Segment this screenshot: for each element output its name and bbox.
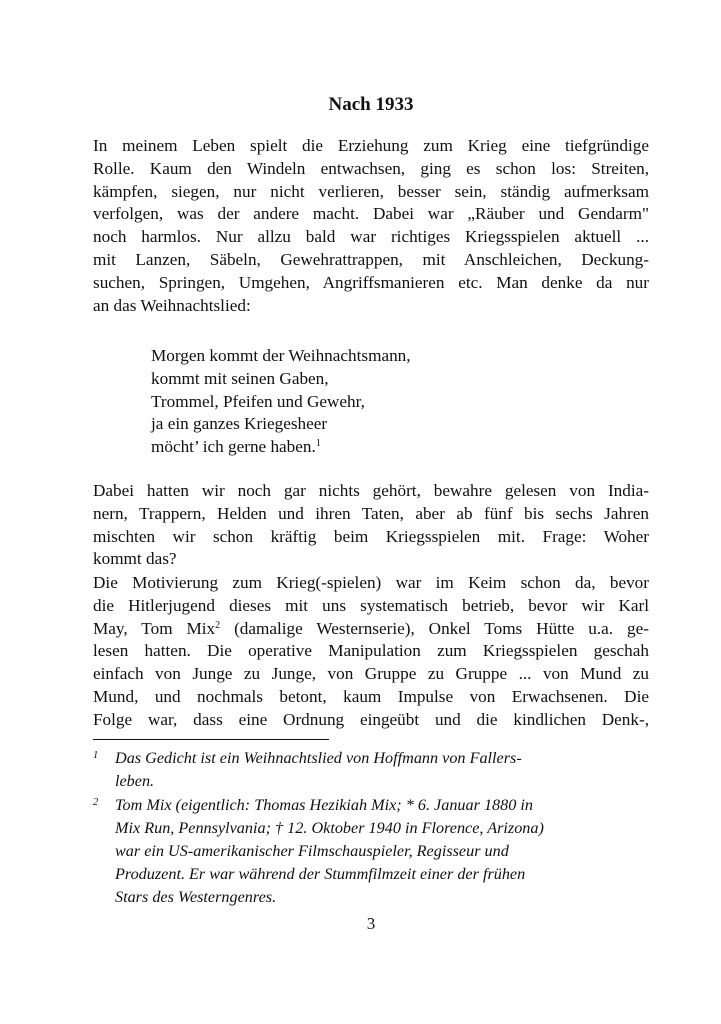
paragraph-2 [93,480,649,571]
text-line: nern, Trappern, Helden und ihren Taten, aber ab fünf bis sechs Jahren [93,503,649,523]
text-line: Rolle. Kaum den Windeln entwachsen, ging es schon los: Streiten, [93,158,649,178]
footnote-line: Das Gedicht ist ein Weihnachtslied von Hoffmann von Fallers- [115,749,522,767]
text-line: lesen hatten. Die operative Manipulation zum Kriegsspielen geschah [93,641,649,661]
text-line: noch harmlos. Nur allzu bald war richtiges Kriegsspielen aktuell ... [93,227,649,247]
text-line: In meinem Leben spielt die Erziehung zum Krieg eine tiefgründige [93,136,649,155]
footnote-ref-2: 2 [215,619,221,631]
text-line: einfach von Junge zu Junge, von Gruppe zu Gruppe ... von Mund zu [93,664,649,684]
footnote-line: Mix Run, Pennsylvania; † 12. Oktober 1940 in Florence, Arizona) [115,819,544,837]
footnote-ref-1: 1 [315,438,321,450]
text-line: Mund, und nochmals betont, kaum Impulse von Erwachsenen. Die [93,686,649,706]
text-line: suchen, Springen, Umgehen, Angriffsmanieren etc. Man denke da nur [93,272,649,292]
text-line: an das Weihnachtslied: [93,295,251,315]
text-line: Die Motivierung zum Krieg(-spielen) war im Keim schon da, bevor [93,573,649,592]
paragraph-1 [93,135,649,317]
text-line: mit Lanzen, Säbeln, Gewehrattrappen, mit Anschleichen, Deckung- [93,249,649,269]
footnote-1 [93,747,649,793]
chapter-title: Nach 1933 [328,94,414,115]
poem-line: Morgen kommt der Weihnachtsmann, [151,346,411,365]
page-number: 3 [366,914,376,933]
footnote-number: 1 [93,750,99,761]
poem-line: kommt mit seinen Gaben, [151,368,329,388]
poem-line: Trommel, Pfeifen und Gewehr, [151,391,365,411]
text-line-with-ref [93,618,649,641]
footnote-separator [93,739,329,740]
poem-line: ja ein ganzes Kriegesheer [151,414,328,434]
text-line: kämpfen, siegen, nur nicht verlieren, besser sein, ständig aufmerksam [93,181,649,201]
footnote-line: Tom Mix (eigentlich: Thomas Hezikiah Mix; * 6. Januar 1880 in [115,796,533,814]
footnote-line: leben. [115,772,155,790]
footnote-line: Produzent. Er war während der Stummfilmzeit einer der frühen [115,865,526,883]
text-line: Folge war, dass eine Ordnung eingeübt und die kindlichen Denk-, [93,709,649,729]
text-line: kommt das? [93,549,177,569]
text-segment: May, Tom Mix [93,618,216,638]
paragraph-3 [93,572,649,732]
poem-line-text: möcht’ ich gerne haben. [151,437,316,457]
footnote-line: Stars des Westerngenres. [115,888,277,906]
text-segment: (damalige Westernserie), Onkel Toms Hütte u.a. ge- [220,618,649,638]
text-line: Dabei hatten wir noch gar nichts gehört, bewahre gelesen von India- [93,481,649,500]
poem-line-last [151,436,411,459]
footnote-line: war ein US-amerikanischer Filmschauspieler, Regisseur und [115,842,509,860]
footnote-number: 2 [93,797,99,808]
text-line: die Hitlerjugend dieses mit uns systematisch betrieb, bevor wir Karl [93,595,649,615]
poem-block [151,345,411,459]
text-line: mischten wir schon kräftig beim Kriegsspielen mit. Frage: Woher [93,526,649,546]
footnote-2 [93,794,649,909]
footnotes [93,747,649,910]
text-line: verfolgen, was der andere macht. Dabei war „Räuber und Gendarm" [93,204,649,224]
